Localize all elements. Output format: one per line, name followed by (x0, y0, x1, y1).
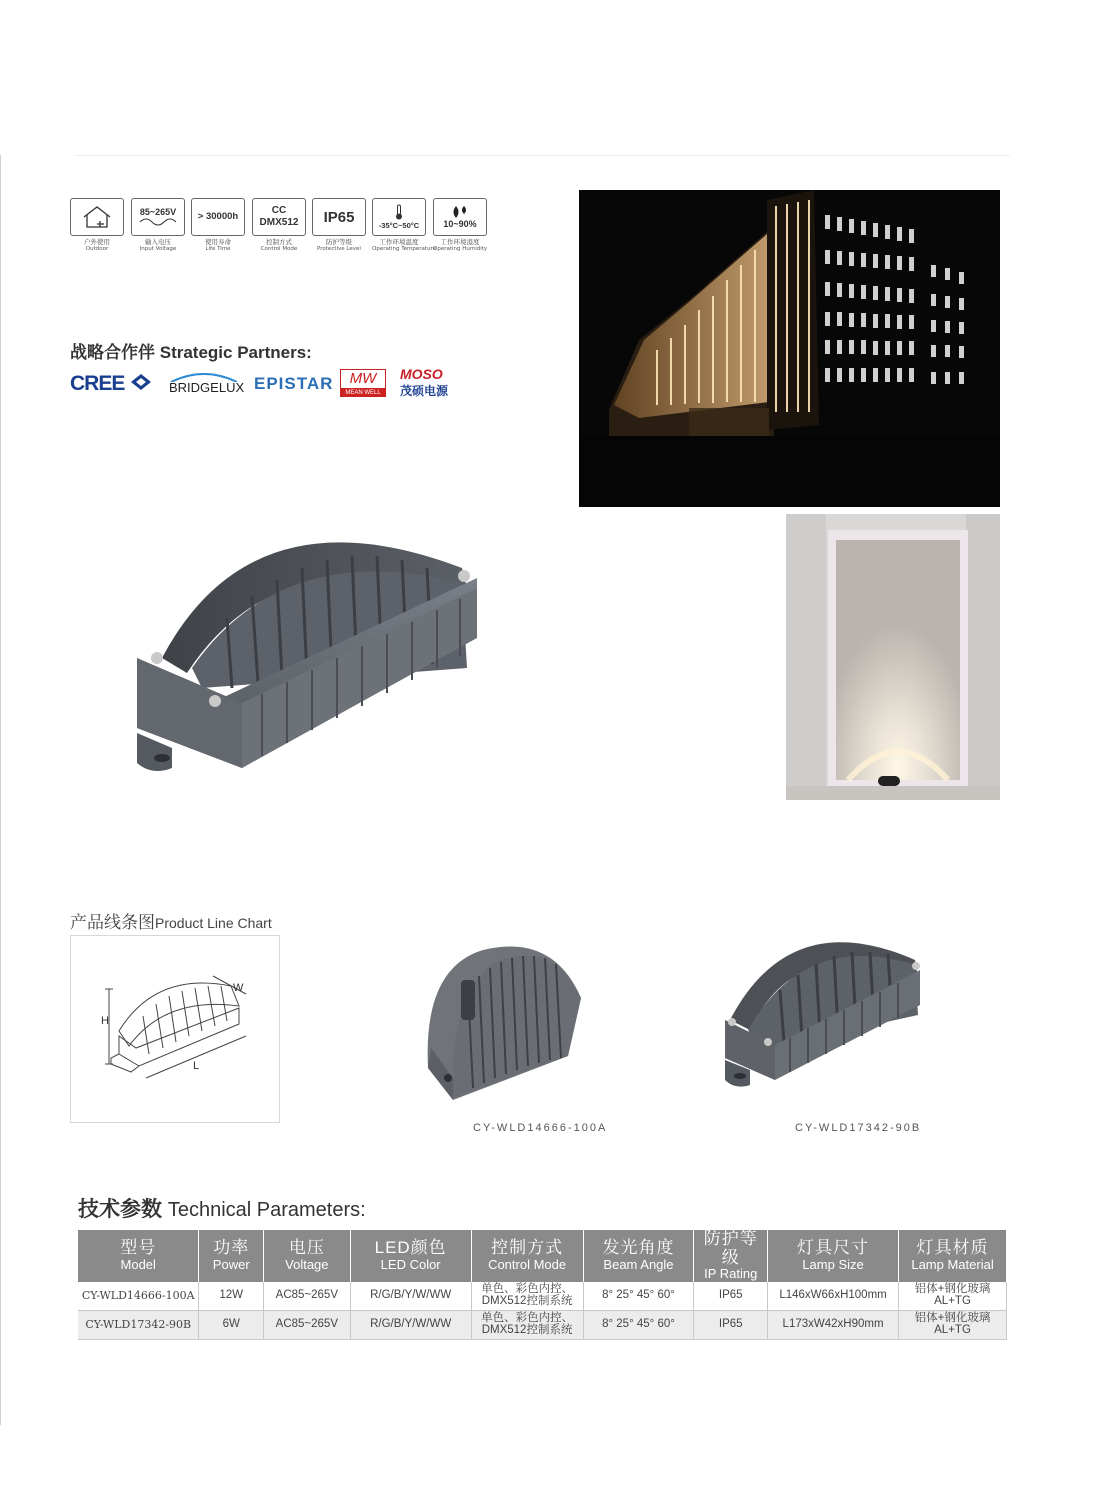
plc-title-cn: 产品线条图 (70, 913, 155, 933)
interior-illustration (786, 514, 1000, 800)
tech-title-en: Technical Parameters: (167, 1199, 366, 1221)
meanwell-mark: MW (340, 369, 386, 389)
product-line-chart-title (70, 908, 272, 933)
cell-beam: 8° 25° 45° 60° (583, 1282, 694, 1311)
feature-cn: 户外使用 (84, 238, 110, 246)
feature-voltage (131, 198, 185, 252)
feature-control (252, 198, 306, 252)
logo-text: EPISTAR (254, 374, 334, 393)
cell-size: L173xW42xH90mm (768, 1310, 899, 1339)
feature-humidity (433, 198, 487, 252)
model-b-image (720, 920, 925, 1095)
table-header-row (78, 1230, 1007, 1282)
interior-wall-photo (786, 514, 1000, 800)
top-rule (75, 155, 1010, 156)
feature-temperature (372, 198, 437, 252)
feature-en: Operating Humidity (433, 245, 488, 252)
model-b-caption: CY-WLD17342-90B (795, 1122, 922, 1134)
meanwell-text: MEAN WELL (340, 389, 386, 397)
feature-cn: 使用寿命 (205, 238, 231, 246)
feature-cn: 防护等级 (326, 238, 352, 246)
feature-value: IP65 (323, 208, 355, 226)
tech-params-title (78, 1193, 366, 1223)
table-row (78, 1282, 1007, 1311)
model-b-illustration (720, 920, 925, 1095)
dim-w-label: W (233, 982, 244, 994)
plc-title-en: Product Line Chart (155, 915, 272, 931)
cell-control: 单色、彩色内控、 DMX512控制系统 (471, 1310, 583, 1339)
wave-icon (138, 217, 178, 227)
moso-cn: 茂硕电源 (400, 384, 449, 398)
feature-value: 10~90% (443, 219, 477, 229)
feature-en: Life Time (205, 245, 231, 252)
cell-power: 12W (199, 1282, 264, 1311)
feature-en: Protective Level (317, 245, 361, 252)
building-illustration (579, 190, 1000, 507)
bridgelux-logo (169, 380, 244, 395)
night-building-photo (579, 190, 1000, 507)
line-drawing-box (70, 935, 280, 1123)
cell-color: R/G/B/Y/W/WW (350, 1282, 471, 1311)
model-a-illustration (413, 928, 583, 1103)
house-icon (70, 198, 124, 236)
partners-title (70, 338, 312, 363)
cell-ip: IP65 (694, 1310, 768, 1339)
moso-logo (400, 366, 448, 399)
cell-material: 铝体+钢化玻璃 AL+TG (899, 1282, 1007, 1311)
feature-value: -35°C~50°C (378, 221, 420, 231)
cell-model: CY-WLD14666-100A (78, 1282, 199, 1311)
main-product-image (132, 498, 482, 793)
model-a-image (413, 928, 583, 1103)
partners-title-cn: 战略合作伴 (70, 343, 155, 362)
lamp-illustration (132, 498, 482, 793)
moso-mark: MOSO (400, 366, 443, 382)
model-a-caption: CY-WLD14666-100A (473, 1122, 608, 1134)
feature-cn: 工作环境温度 (379, 238, 419, 246)
cell-material: 铝体+钢化玻璃 AL+TG (899, 1310, 1007, 1339)
feature-en: Outdoor (85, 245, 109, 252)
cell-power: 6W (199, 1310, 264, 1339)
cell-model: CY-WLD17342-90B (78, 1310, 199, 1339)
feature-value-2: DMX512 (259, 217, 299, 228)
feature-ip (312, 198, 366, 252)
partners-title-en: Strategic Partners: (159, 343, 312, 362)
tech-params-table (78, 1230, 1007, 1340)
feature-cn: 控制方式 (266, 238, 292, 246)
cree-logo (70, 372, 153, 396)
feature-cn: 工作环境湿度 (440, 238, 480, 246)
col-header: 型号 Model (78, 1230, 199, 1282)
feature-lifetime (191, 198, 245, 252)
tech-title-cn: 技术参数 (78, 1198, 162, 1221)
col-header: LED颜色 LED Color (350, 1230, 471, 1282)
thermometer-icon (394, 204, 404, 220)
feature-outdoor (70, 198, 124, 252)
dim-l-label: L (193, 1060, 200, 1072)
cell-voltage: AC85~265V (263, 1310, 350, 1339)
col-header: 电压 Voltage (263, 1230, 350, 1282)
meanwell-logo (340, 369, 386, 397)
col-header: 功率 Power (199, 1230, 264, 1282)
col-header: 灯具尺寸 Lamp Size (768, 1230, 899, 1282)
cell-beam: 8° 25° 45° 60° (583, 1310, 694, 1339)
cell-size: L146xW66xH100mm (768, 1282, 899, 1311)
feature-cn: 输入电压 (145, 238, 171, 246)
bridgelux-arc-icon (169, 370, 239, 382)
dim-h-label: H (101, 1015, 109, 1027)
logo-text: BRIDGELUX (169, 380, 245, 395)
col-header: 灯具材质 Lamp Material (899, 1230, 1007, 1282)
cell-color: R/G/B/Y/W/WW (350, 1310, 471, 1339)
feature-value: 85~265V (139, 206, 177, 217)
feature-en: Operating Temperature (372, 245, 437, 252)
line-drawing (71, 936, 279, 1122)
cell-ip: IP65 (694, 1282, 768, 1311)
feature-value: CC (271, 205, 287, 216)
col-header: 防护等级 IP Rating (694, 1230, 768, 1282)
left-rule (0, 155, 1, 1425)
col-header: 控制方式 Control Mode (471, 1230, 583, 1282)
cell-voltage: AC85~265V (263, 1282, 350, 1311)
droplets-icon (449, 205, 471, 219)
feature-en: Control Mode (260, 245, 298, 252)
col-header: 发光角度 Beam Angle (583, 1230, 694, 1282)
logo-text: CREE (70, 372, 125, 395)
cell-control: 单色、彩色内控、 DMX512控制系统 (471, 1282, 583, 1311)
cree-mark-icon (129, 372, 153, 392)
feature-en: Input Voltage (139, 245, 177, 252)
table-row (78, 1310, 1007, 1339)
feature-value: > 30000h (197, 211, 239, 223)
epistar-logo (254, 374, 333, 394)
